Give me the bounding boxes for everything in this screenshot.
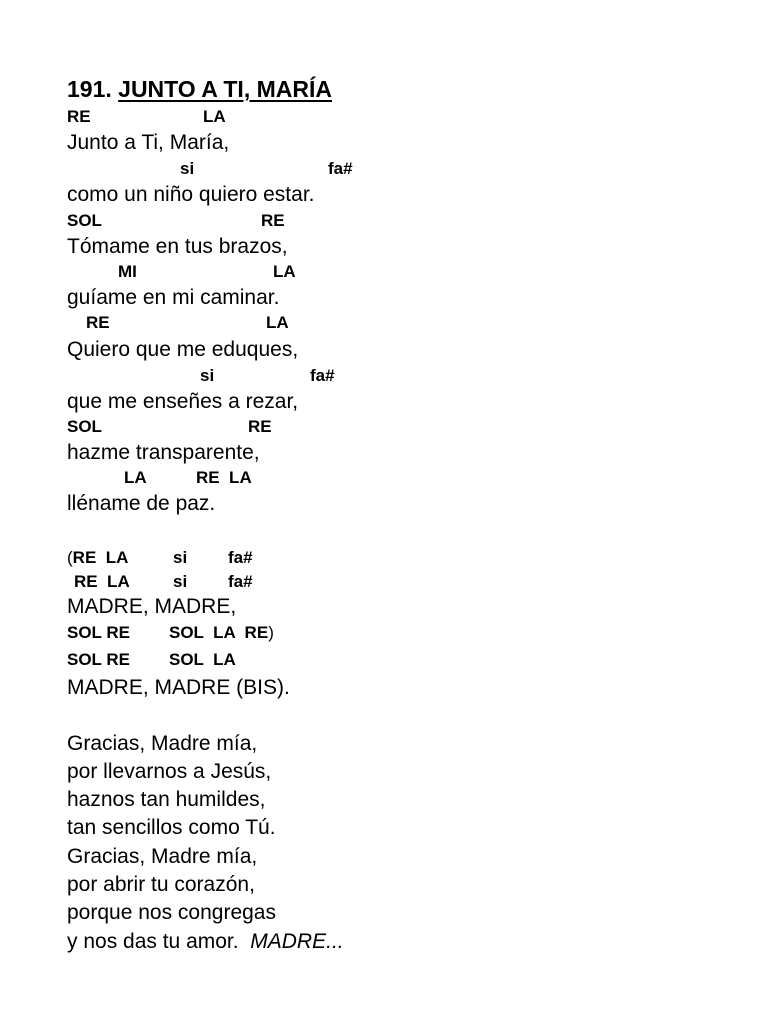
chord: SOL LA xyxy=(169,650,236,669)
chorus-chord-row xyxy=(169,623,274,643)
lyric-line: Tómame en tus brazos, xyxy=(67,235,288,258)
chord: RE LA xyxy=(74,572,130,591)
lyric-line: Quiero que me eduques, xyxy=(67,338,299,361)
lyric-line: Junto a Ti, María, xyxy=(67,131,230,154)
chord: SOL xyxy=(67,417,102,436)
lyric-line xyxy=(67,930,344,954)
chord: LA xyxy=(203,107,226,126)
chorus-chord-row xyxy=(67,548,128,568)
lyric-line: lléname de paz. xyxy=(67,492,216,515)
chord: fa# xyxy=(228,548,253,567)
chord: LA xyxy=(273,262,296,281)
chord: RE xyxy=(248,417,272,436)
chord: RE xyxy=(261,211,285,230)
lyric-text: y nos das tu amor. xyxy=(67,930,251,953)
lyric-line: por abrir tu corazón, xyxy=(67,873,255,896)
lyric-line: guíame en mi caminar. xyxy=(67,286,280,309)
chorus-cue: MADRE... xyxy=(250,930,344,953)
song-number: 191. xyxy=(67,76,119,102)
lyric-line: haznos tan humildes, xyxy=(67,788,266,811)
chord: SOL RE xyxy=(67,650,130,669)
chord: LA xyxy=(124,468,147,487)
song-title-text: JUNTO A TI, MARÍA xyxy=(118,76,332,102)
lyric-line: hazme transparente, xyxy=(67,441,260,464)
lyric-line: que me enseñes a rezar, xyxy=(67,390,299,413)
chord: si xyxy=(200,366,215,385)
chord: LA xyxy=(266,313,289,332)
lyric-line: Gracias, Madre mía, xyxy=(67,732,258,755)
lyric-line: Gracias, Madre mía, xyxy=(67,845,258,868)
chord: fa# xyxy=(228,572,253,591)
chord: SOL LA RE xyxy=(169,623,269,642)
open-paren: ( xyxy=(67,548,73,567)
lyric-line: como un niño quiero estar. xyxy=(67,183,315,206)
song-title xyxy=(67,75,332,103)
chord: RE xyxy=(86,313,110,332)
lyric-line: porque nos congregas xyxy=(67,901,276,924)
lyric-line: MADRE, MADRE, xyxy=(67,595,237,618)
chord: SOL xyxy=(67,211,102,230)
chord: MI xyxy=(118,262,137,281)
chord: fa# xyxy=(328,159,353,178)
chord: si xyxy=(180,159,195,178)
chord: si xyxy=(173,572,188,591)
chord: si xyxy=(173,548,188,567)
chord: RE xyxy=(67,107,91,126)
chord: RE LA xyxy=(72,548,129,567)
lyric-line: tan sencillos como Tú. xyxy=(67,816,276,839)
lyric-line: por llevarnos a Jesús, xyxy=(67,760,272,783)
lyric-line: MADRE, MADRE (BIS). xyxy=(67,676,290,699)
chord: fa# xyxy=(310,366,335,385)
chord: RE LA xyxy=(196,468,252,487)
chord: SOL RE xyxy=(67,623,130,642)
close-paren: ) xyxy=(268,623,274,642)
